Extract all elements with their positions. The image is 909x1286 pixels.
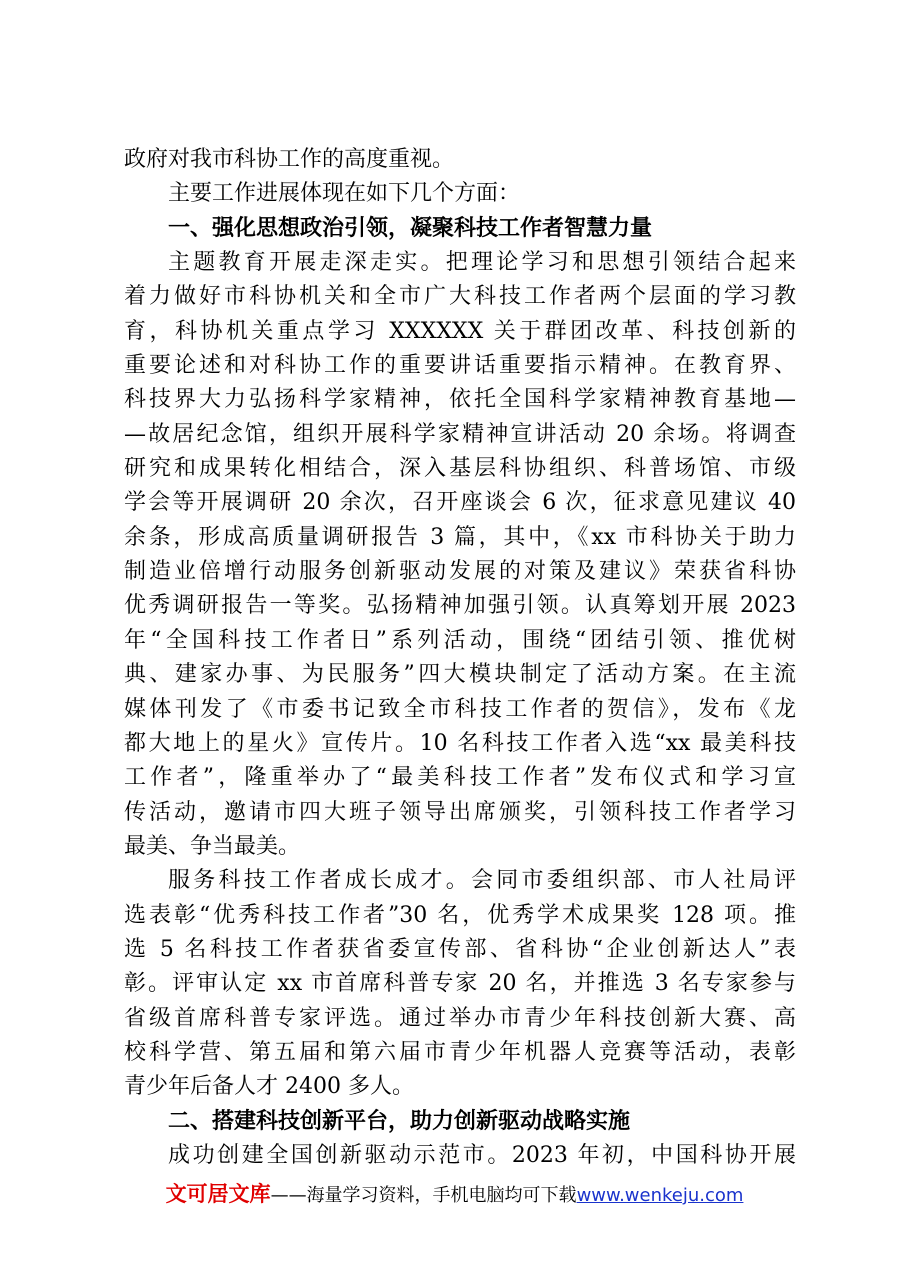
paragraph-line: 余条，形成高质量调研报告 3 篇，其中，《xx 市科协关于助力 bbox=[124, 524, 796, 550]
paragraph-line: —故居纪念馆，组织开展科学家精神宣讲活动 20 余场。将调查 bbox=[124, 421, 796, 447]
paragraph-line: 典、建家办事、为民服务”四大模块制定了活动方案。在主流 bbox=[124, 662, 796, 688]
paragraph-line: 政府对我市科协工作的高度重视。 bbox=[124, 147, 455, 172]
paragraph-line: 优秀调研报告一等奖。弘扬精神加强引领。认真筹划开展 2023 bbox=[124, 593, 796, 619]
paragraph-line: 着力做好市科协机关和全市广大科技工作者两个层面的学习教 bbox=[124, 284, 796, 310]
paragraph-line: 育，科协机关重点学习 XXXXXX 关于群团改革、科技创新的 bbox=[124, 318, 796, 344]
paragraph-line: 科技界大力弘扬科学家精神，依托全国科学家精神教育基地— bbox=[124, 387, 796, 413]
paragraph-line: 媒体刊发了《市委书记致全市科技工作者的贺信》，发布《龙 bbox=[124, 696, 796, 722]
paragraph-line: 选 5 名科技工作者获省委宣传部、省科协“企业创新达人”表 bbox=[124, 936, 796, 962]
section-heading-2: 二、搭建科技创新平台，助力创新驱动战略实施 bbox=[168, 1108, 631, 1134]
paragraph-line: 传活动，邀请市四大班子领导出席颁奖，引领科技工作者学习 bbox=[124, 799, 796, 825]
paragraph-line: 重要论述和对科协工作的重要讲话重要指示精神。在教育界、 bbox=[124, 353, 796, 379]
document-body bbox=[124, 143, 796, 1173]
paragraph-line: 省级首席科普专家评选。通过举办市青少年科技创新大赛、高 bbox=[124, 1005, 796, 1031]
intro-sentence: 主要工作进展体现在如下几个方面： bbox=[168, 181, 521, 207]
paragraph-line: 学会等开展调研 20 余次，召开座谈会 6 次，征求意见建议 40 bbox=[124, 490, 796, 516]
paragraph-line: 制造业倍增行动服务创新驱动发展的对策及建议》荣获省科协 bbox=[124, 559, 796, 585]
paragraph-line: 青少年后备人才 2400 多人。 bbox=[124, 1074, 414, 1100]
footer-brand: 文可居文库 bbox=[165, 1182, 271, 1206]
section-heading-1: 一、强化思想政治引领，凝聚科技工作者智慧力量 bbox=[168, 215, 653, 241]
footer-banner bbox=[0, 1180, 909, 1210]
paragraph-line: 校科学营、第五届和第六届市青少年机器人竞赛等活动，表彰 bbox=[124, 1039, 796, 1065]
paragraph-line: 主题教育开展走深走实。把理论学习和思想引领结合起来 bbox=[168, 250, 796, 276]
footer-url-link[interactable]: www.wenkeju.com bbox=[576, 1185, 744, 1206]
paragraph-line: 都大地上的星火》宣传片。10 名科技工作者入选“xx 最美科技 bbox=[124, 730, 796, 756]
paragraph-line: 研究和成果转化相结合，深入基层科协组织、科普场馆、市级 bbox=[124, 456, 796, 482]
paragraph-line: 成功创建全国创新驱动示范市。2023 年初，中国科协开展 bbox=[168, 1142, 796, 1168]
paragraph-line: 工作者”，隆重举办了“最美科技工作者”发布仪式和学习宣 bbox=[124, 765, 796, 791]
paragraph-line: 最美、争当最美。 bbox=[124, 833, 301, 859]
footer-slogan: ——海量学习资料，手机电脑均可下载 bbox=[270, 1185, 577, 1206]
paragraph-line: 服务科技工作者成长成才。会同市委组织部、市人社局评 bbox=[168, 868, 796, 894]
paragraph-line: 彰。评审认定 xx 市首席科普专家 20 名，并推选 3 名专家参与 bbox=[124, 971, 796, 997]
paragraph-line: 年“全国科技工作者日”系列活动，围绕“团结引领、推优树 bbox=[124, 627, 796, 653]
paragraph-line: 选表彰“优秀科技工作者”30 名，优秀学术成果奖 128 项。推 bbox=[124, 902, 796, 928]
